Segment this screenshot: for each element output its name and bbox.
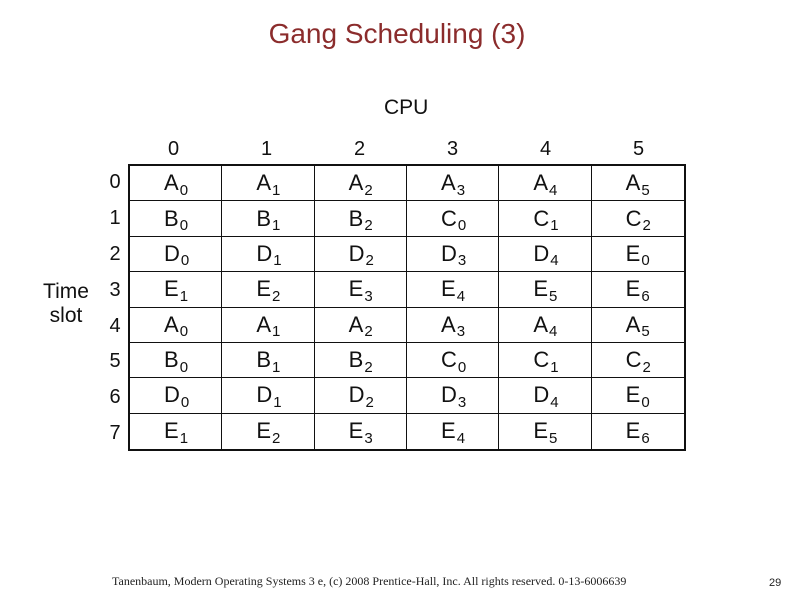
schedule-cell bbox=[130, 237, 222, 272]
schedule-cell bbox=[222, 308, 314, 343]
thread-index: 4 bbox=[456, 429, 466, 447]
schedule-cell bbox=[222, 237, 314, 272]
process-letter: B bbox=[348, 347, 364, 373]
schedule-cell bbox=[407, 237, 499, 272]
schedule-cell bbox=[407, 378, 499, 413]
schedule-cell bbox=[130, 308, 222, 343]
schedule-cell bbox=[130, 201, 222, 236]
process-letter: E bbox=[533, 276, 549, 302]
thread-index: 0 bbox=[179, 181, 189, 199]
thread-index: 1 bbox=[272, 181, 281, 199]
cpu-column-header: 4 bbox=[540, 138, 552, 160]
process-letter: E bbox=[533, 418, 549, 444]
process-letter: E bbox=[256, 418, 272, 444]
schedule-cell bbox=[315, 308, 407, 343]
process-letter: D bbox=[441, 382, 457, 408]
schedule-cell bbox=[315, 237, 407, 272]
schedule-cell bbox=[222, 201, 314, 236]
process-letter: A bbox=[348, 170, 364, 196]
process-letter: E bbox=[348, 418, 364, 444]
schedule-cell bbox=[130, 166, 222, 201]
schedule-cell bbox=[407, 343, 499, 378]
thread-index: 3 bbox=[456, 323, 466, 341]
thread-index: 2 bbox=[364, 217, 373, 235]
time-slot-row-header: 6 bbox=[109, 386, 121, 409]
schedule-cell bbox=[130, 414, 222, 449]
schedule-cell bbox=[407, 414, 499, 449]
schedule-cell bbox=[407, 166, 499, 201]
process-letter: D bbox=[441, 240, 457, 266]
process-letter: A bbox=[441, 311, 456, 337]
process-letter: A bbox=[533, 311, 549, 337]
thread-index: 1 bbox=[550, 358, 559, 376]
thread-index: 2 bbox=[365, 252, 374, 270]
thread-index: 3 bbox=[457, 393, 467, 411]
time-slot-row-headers bbox=[104, 164, 128, 452]
time-slot-row-header: 0 bbox=[109, 171, 121, 193]
thread-index: 0 bbox=[641, 252, 650, 270]
schedule-cell bbox=[499, 343, 591, 378]
process-letter: E bbox=[625, 240, 641, 266]
schedule-cell bbox=[222, 378, 314, 413]
time-label-line-1: Time bbox=[43, 280, 89, 303]
schedule-cell bbox=[592, 201, 684, 236]
schedule-cell bbox=[592, 308, 684, 343]
thread-index: 0 bbox=[179, 217, 189, 235]
thread-index: 0 bbox=[457, 217, 467, 235]
thread-index: 2 bbox=[364, 358, 373, 376]
process-letter: A bbox=[256, 311, 272, 337]
thread-index: 1 bbox=[273, 393, 282, 411]
schedule-cell bbox=[499, 378, 591, 413]
process-letter: A bbox=[256, 170, 272, 196]
thread-index: 1 bbox=[273, 252, 282, 270]
process-letter: A bbox=[625, 170, 641, 196]
thread-index: 0 bbox=[179, 358, 189, 376]
schedule-cell bbox=[592, 166, 684, 201]
process-letter: A bbox=[164, 170, 179, 196]
cpu-column-header: 0 bbox=[168, 138, 180, 160]
thread-index: 2 bbox=[272, 429, 281, 447]
time-label-line-2: slot bbox=[49, 304, 83, 327]
process-letter: E bbox=[164, 276, 179, 302]
thread-index: 0 bbox=[457, 358, 467, 376]
process-letter: D bbox=[164, 382, 180, 408]
schedule-cell bbox=[407, 272, 499, 307]
time-slot-row-header: 7 bbox=[109, 422, 121, 445]
thread-index: 3 bbox=[364, 287, 373, 305]
process-letter: C bbox=[625, 347, 642, 373]
schedule-cell bbox=[499, 237, 591, 272]
page-number: 29 bbox=[769, 577, 782, 589]
process-letter: E bbox=[348, 276, 364, 302]
thread-index: 1 bbox=[272, 358, 281, 376]
schedule-cell bbox=[315, 166, 407, 201]
process-letter: B bbox=[256, 205, 272, 231]
process-letter: C bbox=[533, 347, 550, 373]
schedule-cell bbox=[592, 343, 684, 378]
schedule-cell bbox=[592, 237, 684, 272]
schedule-cell bbox=[222, 166, 314, 201]
process-letter: B bbox=[164, 205, 179, 231]
thread-index: 4 bbox=[456, 287, 466, 305]
schedule-cell bbox=[222, 414, 314, 449]
thread-index: 6 bbox=[641, 287, 650, 305]
cpu-axis-label: CPU bbox=[384, 96, 429, 119]
schedule-cell bbox=[592, 378, 684, 413]
process-letter: A bbox=[441, 170, 456, 196]
schedule-cell bbox=[315, 272, 407, 307]
schedule-cell bbox=[222, 272, 314, 307]
schedule-cell bbox=[407, 308, 499, 343]
schedule-cell bbox=[407, 201, 499, 236]
schedule-cell bbox=[315, 414, 407, 449]
process-letter: A bbox=[533, 170, 549, 196]
slide-title: Gang Scheduling (3) bbox=[268, 18, 526, 49]
schedule-cell bbox=[592, 414, 684, 449]
process-letter: E bbox=[625, 382, 641, 408]
thread-index: 2 bbox=[364, 323, 373, 341]
thread-index: 1 bbox=[272, 217, 281, 235]
process-letter: C bbox=[441, 205, 457, 231]
thread-index: 2 bbox=[364, 181, 373, 199]
process-letter: B bbox=[348, 205, 364, 231]
process-letter: E bbox=[441, 276, 456, 302]
thread-index: 2 bbox=[642, 217, 651, 235]
schedule-cell bbox=[592, 272, 684, 307]
process-letter: A bbox=[164, 311, 179, 337]
cpu-column-header: 3 bbox=[447, 138, 459, 160]
process-letter: C bbox=[441, 347, 457, 373]
process-letter: A bbox=[625, 311, 641, 337]
schedule-cell bbox=[222, 343, 314, 378]
process-letter: D bbox=[164, 240, 180, 266]
process-letter: B bbox=[164, 347, 179, 373]
thread-index: 5 bbox=[641, 323, 650, 341]
time-slot-row-header: 5 bbox=[109, 350, 121, 373]
process-letter: D bbox=[348, 240, 365, 266]
schedule-cell bbox=[499, 272, 591, 307]
schedule-cell bbox=[315, 378, 407, 413]
thread-index: 1 bbox=[179, 287, 189, 305]
cpu-column-header: 1 bbox=[261, 138, 273, 160]
thread-index: 3 bbox=[456, 181, 466, 199]
thread-index: 5 bbox=[549, 287, 558, 305]
process-letter: D bbox=[533, 240, 550, 266]
process-letter: B bbox=[256, 347, 272, 373]
cpu-column-header: 2 bbox=[354, 138, 366, 160]
thread-index: 1 bbox=[179, 429, 189, 447]
schedule-cell bbox=[499, 201, 591, 236]
process-letter: A bbox=[348, 311, 364, 337]
time-slot-row-header: 4 bbox=[109, 314, 121, 337]
thread-index: 5 bbox=[549, 429, 558, 447]
thread-index: 2 bbox=[272, 287, 281, 305]
process-letter: C bbox=[625, 205, 642, 231]
thread-index: 4 bbox=[549, 323, 558, 341]
thread-index: 6 bbox=[641, 429, 650, 447]
thread-index: 0 bbox=[180, 393, 190, 411]
thread-index: 2 bbox=[365, 393, 374, 411]
thread-index: 0 bbox=[180, 252, 190, 270]
thread-index: 4 bbox=[550, 393, 559, 411]
time-slot-row-header: 2 bbox=[109, 242, 121, 265]
thread-index: 3 bbox=[457, 252, 467, 270]
process-letter: E bbox=[625, 276, 641, 302]
process-letter: E bbox=[256, 276, 272, 302]
time-slot-axis-label bbox=[36, 280, 96, 328]
schedule-cell bbox=[499, 414, 591, 449]
thread-index: 2 bbox=[642, 358, 651, 376]
process-letter: D bbox=[256, 382, 273, 408]
thread-index: 0 bbox=[179, 323, 189, 341]
schedule-cell bbox=[499, 166, 591, 201]
thread-index: 4 bbox=[549, 181, 558, 199]
time-slot-row-header: 1 bbox=[109, 206, 121, 229]
schedule-cell bbox=[499, 308, 591, 343]
schedule-cell bbox=[315, 201, 407, 236]
thread-index: 4 bbox=[550, 252, 559, 270]
process-letter: D bbox=[256, 240, 273, 266]
schedule-cell bbox=[315, 343, 407, 378]
copyright-footer: Tanenbaum, Modern Operating Systems 3 e, (c) 2008 Prentice-Hall, Inc. All rights reserved. 0-13-6006639 bbox=[112, 574, 627, 588]
thread-index: 1 bbox=[550, 217, 559, 235]
thread-index: 5 bbox=[641, 181, 650, 199]
process-letter: E bbox=[164, 418, 179, 444]
process-letter: E bbox=[625, 418, 641, 444]
cpu-column-header: 5 bbox=[633, 138, 645, 160]
gang-schedule-grid bbox=[128, 164, 686, 451]
thread-index: 1 bbox=[272, 323, 281, 341]
cpu-column-headers bbox=[126, 138, 686, 162]
schedule-cell bbox=[130, 378, 222, 413]
thread-index: 0 bbox=[641, 393, 650, 411]
schedule-cell bbox=[130, 343, 222, 378]
schedule-cell bbox=[130, 272, 222, 307]
thread-index: 3 bbox=[364, 429, 373, 447]
time-slot-row-header: 3 bbox=[109, 278, 121, 301]
process-letter: C bbox=[533, 205, 550, 231]
process-letter: D bbox=[348, 382, 365, 408]
process-letter: D bbox=[533, 382, 550, 408]
process-letter: E bbox=[441, 418, 456, 444]
